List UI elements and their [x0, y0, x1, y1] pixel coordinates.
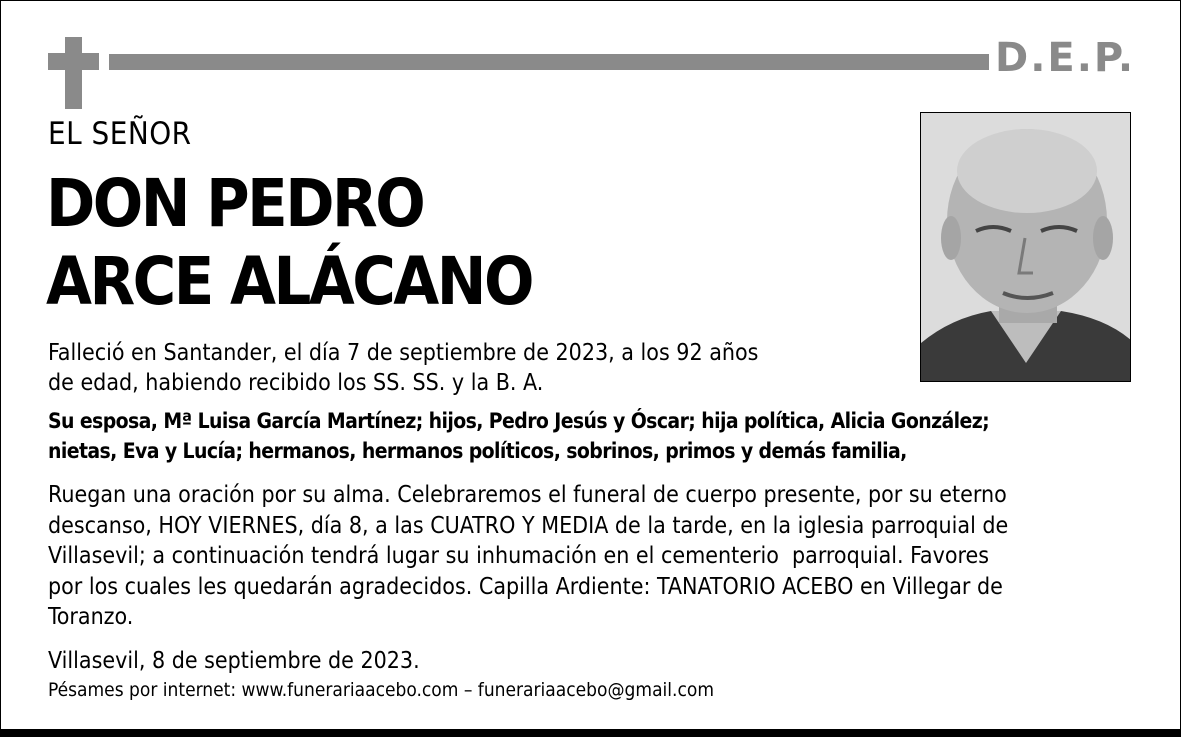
dep-heading: D.E.P.: [995, 35, 1136, 81]
cross-horizontal-bar: [48, 53, 99, 70]
bottom-border: [0, 729, 1181, 737]
death-notice-line-1: Falleció en Santander, el día 7 de septiembre de 2023, a los 92 años: [48, 340, 759, 366]
portrait-photo: [920, 112, 1131, 382]
service-line-2: descanso, HOY VIERNES, día 8, a las CUATRO Y MEDIA de la tarde, en la iglesia parroquial de: [48, 512, 1009, 539]
service-line-5: Toranzo.: [48, 604, 134, 630]
service-line-3: Villasevil; a continuación tendrá lugar su inhumación en el cementerio parroquial. Favores: [48, 543, 990, 569]
cross-vertical-bar: [65, 37, 82, 109]
name-line-2: ARCE ALÁCANO: [46, 243, 532, 320]
family-line-2: nietas, Eva y Lucía; hermanos, hermanos políticos, sobrinos, primos y demás familia,: [48, 439, 907, 463]
place-date: Villasevil, 8 de septiembre de 2023.: [48, 648, 420, 674]
family-list: [48, 406, 1148, 466]
death-notice-line-2: de edad, habiendo recibido los SS. SS. y la B. A.: [48, 370, 544, 396]
service-line-1: Ruegan una oración por su alma. Celebraremos el funeral de cuerpo presente, por su eterno: [48, 482, 1007, 508]
honorific: EL SEÑOR: [48, 116, 192, 152]
condolences-line: Pésames por internet: www.funerariaacebo.com – funerariaacebo@gmail.com: [48, 679, 714, 701]
header-rule: [109, 54, 989, 70]
portrait-illustration: [921, 113, 1131, 382]
name-line-1: DON PEDRO: [46, 165, 424, 242]
death-notice: [48, 338, 838, 398]
service-line-4: por los cuales les quedarán agradecidos. Capilla Ardiente: TANATORIO ACEBO en Villegar de: [48, 573, 1003, 600]
family-line-1: Su esposa, Mª Luisa García Martínez; hijos, Pedro Jesús y Óscar; hija política, Alicia González;: [48, 409, 990, 433]
service-details: [48, 480, 1148, 633]
deceased-name: [46, 165, 532, 321]
